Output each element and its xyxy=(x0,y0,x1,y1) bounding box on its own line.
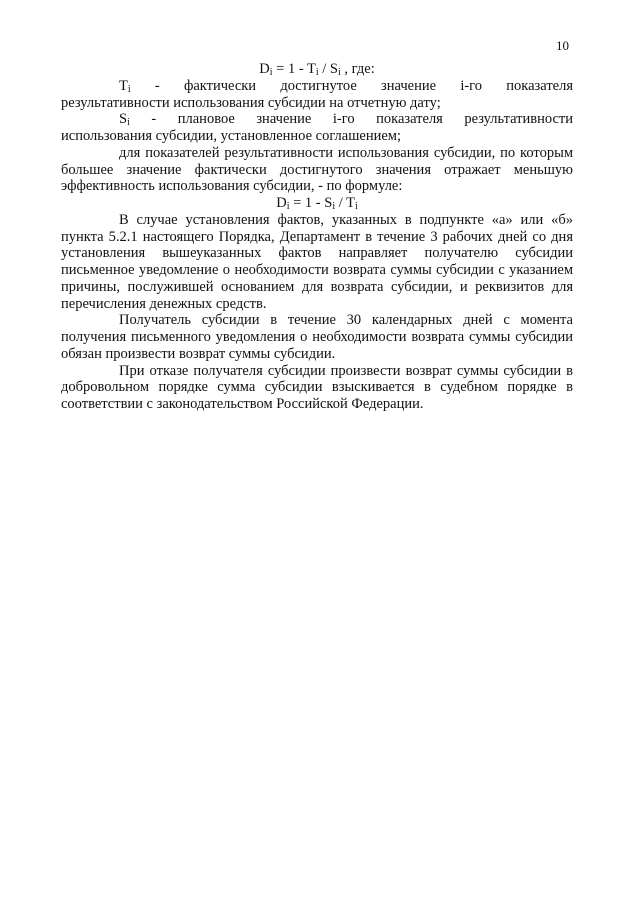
formula-direct-s-sub: i xyxy=(338,67,341,78)
definition-actual xyxy=(61,77,577,112)
formula-inverse-lhs-sub: i xyxy=(286,201,290,212)
definition-actual-text: - фактически достигнутое значение i-го показателя результативности использования субсидии на отчетную дату; xyxy=(61,77,577,111)
formula-inverse-eq: = 1 - S xyxy=(289,195,333,211)
formula-inverse-t-sub: i xyxy=(354,201,358,212)
formula-direct-eq: = 1 - T xyxy=(272,61,316,77)
paragraph-facts-established: В случае установления фактов, указанных в подпункте «а» или «б» пункта 5.2.1 настоящего Порядка, Департамент в течение 3 рабочих дней со дня установления вышеуказанных фактов направляет получателю субсидии письменное уведомление о необходимости возврата суммы субсидии с указанием причины, послужившей основанием для возврата субсидии, и реквизитов для перечисления денежных средств. xyxy=(61,211,573,312)
document-body xyxy=(61,61,577,413)
definition-planned-text: - плановое значение i-го показателя результативности использования субсидии, установленное соглашением; xyxy=(61,111,577,144)
formula-inverse-lhs: D xyxy=(276,195,287,211)
formula-inverse-slash: / T xyxy=(335,195,355,211)
definition-actual-symbol: T xyxy=(119,77,128,94)
formula-direct-lhs: D xyxy=(259,61,270,77)
formula-direct xyxy=(61,61,573,78)
definition-planned xyxy=(61,111,577,145)
formula-direct-t-sub: i xyxy=(315,67,319,78)
paragraph-recipient-return: Получатель субсидии в течение 30 календарных дней с момента получения письменного уведомления о необходимости возврата суммы субсидии обязан произвести возврат суммы субсидии. xyxy=(61,312,573,362)
formula-direct-slash: / S xyxy=(318,61,338,77)
formula-direct-lhs-sub: i xyxy=(269,67,273,78)
paragraph-inverse-indicators: для показателей результативности использования субсидии, по которым большее значение фактически достигнутого значения отражает меньшую эффективность использования субсидии, - по формуле: xyxy=(61,144,573,195)
definition-actual-sub: i xyxy=(127,83,131,95)
formula-inverse-s-sub: i xyxy=(332,201,336,212)
paragraph-refusal-recovery: При отказе получателя субсидии произвести возврат суммы субсидии в добровольном порядке сумма субсидии взыскивается в судебном порядке в соответствии с законодательством Российской Федерации. xyxy=(61,362,573,412)
definition-planned-sub: i xyxy=(127,117,130,129)
formula-inverse xyxy=(61,195,573,212)
formula-direct-tail: , где: xyxy=(340,61,375,77)
definition-planned-symbol: S xyxy=(119,111,128,128)
page-number: 10 xyxy=(556,38,569,53)
